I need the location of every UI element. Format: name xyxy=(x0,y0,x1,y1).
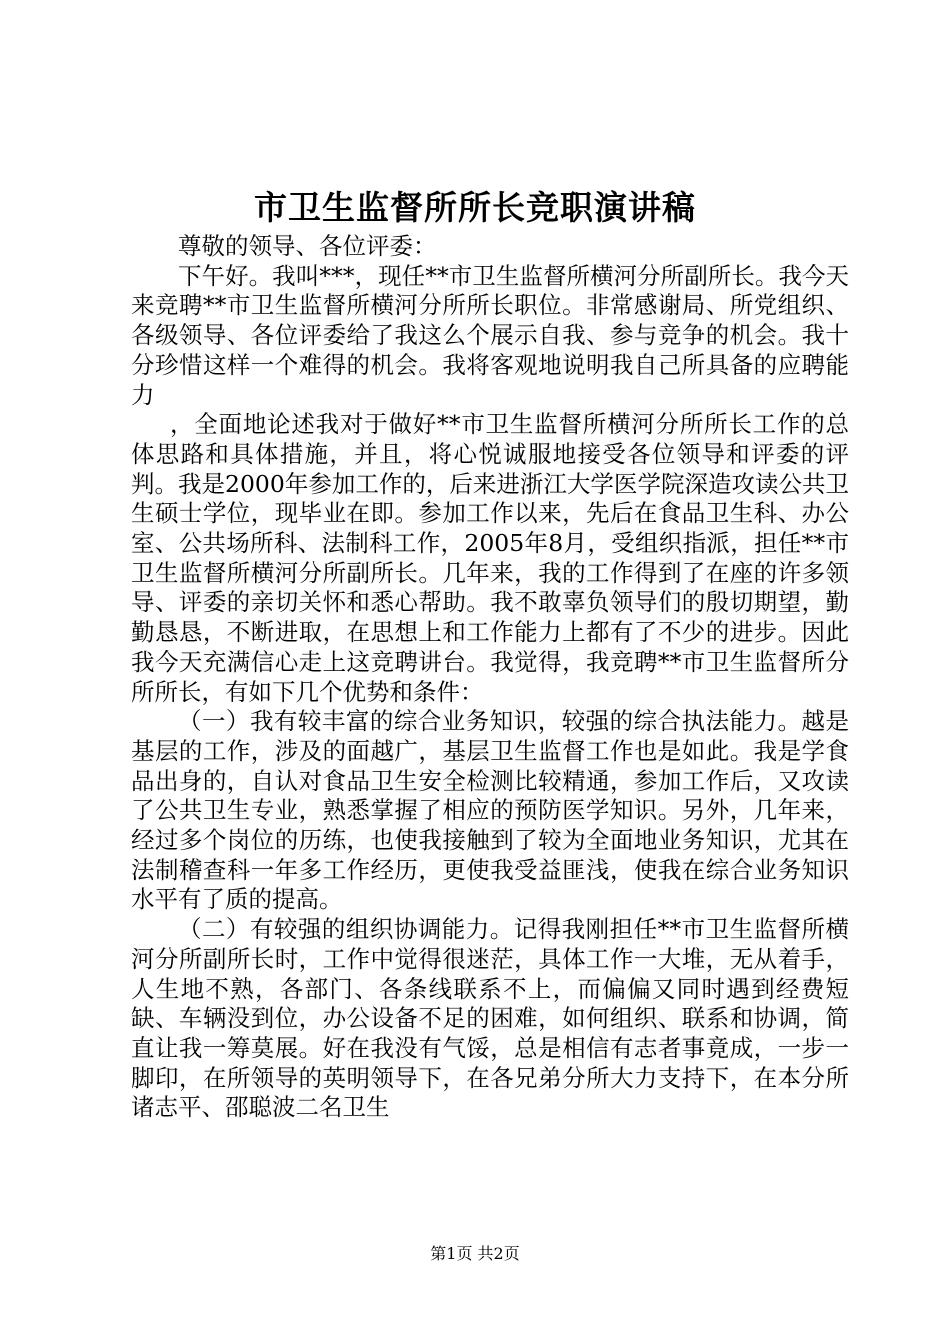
document-title: 市卫生监督所所长竞职演讲稿 xyxy=(254,188,696,227)
background-paragraph: ，全面地论述我对于做好**市卫生监督所横河分所所长工作的总体思路和具体措施，并且，将心悦诚服地接受各位领导和评委的评判。我是2000年参加工作的，后来进浙江大学医学院深造攻读公共卫生硕士学位，现毕业在即。参加工作以来，先后在食品卫生科、办公室、公共场所科、法制科工作，2005年8月，受组织指派，担任**市卫生监督所横河分所副所长。几年来，我的工作得到了在座的许多领导、评委的亲切关怀和悉心帮助。我不敢辜负领导们的殷切期望，勤勤恳恳，不断进取，在思想上和工作能力上都有了不少的进步。因此我今天充满信心走上这竞聘讲台。我觉得，我竞聘**市卫生监督所分所所长，有如下几个优势和条件： xyxy=(131,410,849,706)
salutation-paragraph: 尊敬的领导、各位评委： xyxy=(178,232,437,260)
page-number-footer: 第1页 共2页 xyxy=(430,1244,520,1263)
advantage-one-paragraph: （一）我有较丰富的综合业务知识，较强的综合执法能力。越是基层的工作，涉及的面越广，基层卫生监督工作也是如此。我是学食品出身的，自认对食品卫生安全检测比较精通，参加工作后，又攻读了公共卫生专业，熟悉掌握了相应的预防医学知识。另外，几年来，经过多个岗位的历练，也使我接触到了较为全面地业务知识，尤其在法制稽查科一年多工作经历，更使我受益匪浅，使我在综合业务知识水平有了质的提高。 xyxy=(131,707,849,914)
document-body xyxy=(131,232,849,1123)
advantage-two-paragraph: （二）有较强的组织协调能力。记得我刚担任**市卫生监督所横河分所副所长时，工作中觉得很迷茫，具体工作一大堆，无从着手，人生地不熟，各部门、各条线联系不上，而偏偏又同时遇到经费短缺、车辆没到位，办公设备不足的困难，如何组织、联系和协调，简直让我一筹莫展。好在我没有气馁，总是相信有志者事竟成，一步一脚印，在所领导的英明领导下，在各兄弟分所大力支持下，在本分所诸志平、邵聪波二名卫生 xyxy=(131,915,849,1122)
greeting-paragraph: 下午好。我叫***，现任**市卫生监督所横河分所副所长。我今天来竞聘**市卫生监督所横河分所所长职位。非常感谢局、所党组织、各级领导、各位评委给了我这么个展示自我、参与竞争的机会。我十分珍惜这样一个难得的机会。我将客观地说明我自己所具备的应聘能力 xyxy=(131,261,849,409)
